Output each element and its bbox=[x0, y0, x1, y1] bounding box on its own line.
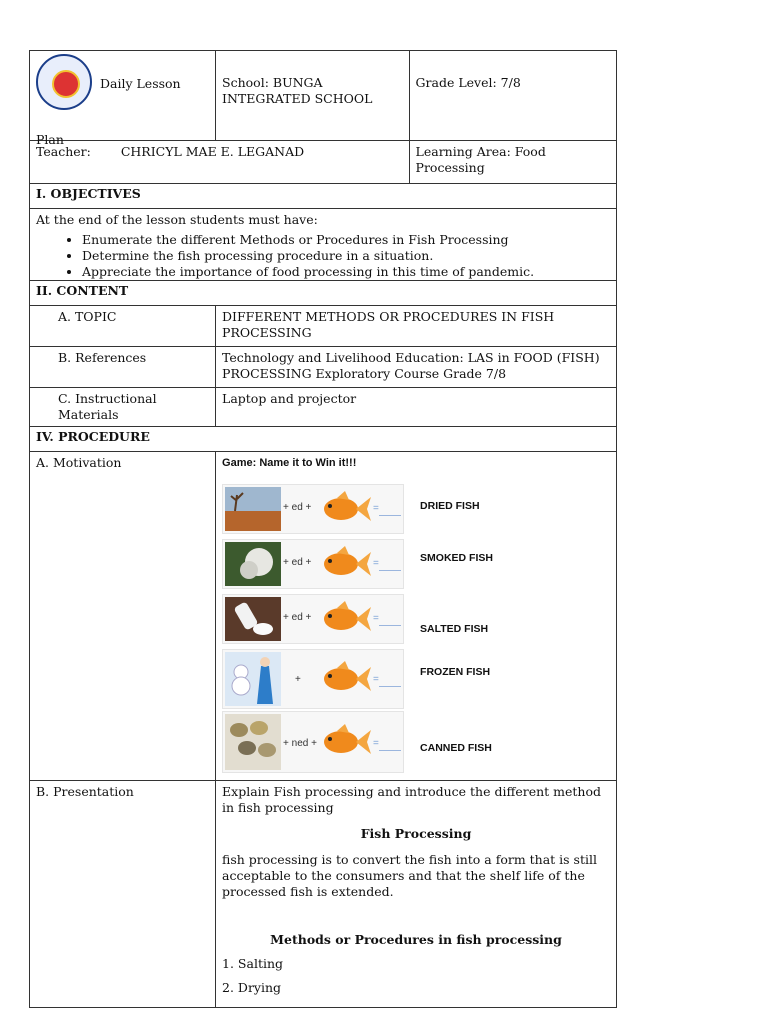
objectives-heading: I. OBJECTIVES bbox=[30, 184, 617, 209]
content-heading: II. CONTENT bbox=[30, 281, 617, 306]
answer-blank bbox=[379, 515, 401, 516]
objectives-intro: At the end of the lesson students must have: bbox=[36, 212, 318, 227]
presentation-row bbox=[30, 781, 617, 1008]
objectives-list bbox=[36, 232, 610, 280]
goldfish-icon bbox=[317, 659, 373, 699]
salt-picture bbox=[225, 597, 281, 641]
equals-sign: = bbox=[373, 503, 379, 514]
smoke-picture bbox=[225, 542, 281, 586]
connector-text: + ed + bbox=[283, 502, 312, 513]
objectives-row bbox=[30, 209, 617, 281]
references-row bbox=[30, 347, 617, 388]
answer-blank bbox=[379, 570, 401, 571]
materials-row bbox=[30, 388, 617, 427]
teacher-name: CHRICYL MAE E. LEGANAD bbox=[120, 144, 305, 159]
materials-label: C. Instructional Materials bbox=[30, 388, 216, 427]
content-heading-row bbox=[30, 281, 617, 306]
equals-sign: = bbox=[373, 674, 379, 685]
goldfish-icon bbox=[317, 489, 373, 529]
deped-seal-icon bbox=[36, 54, 92, 110]
answer-blank bbox=[379, 686, 401, 687]
answer-frozen: FROZEN FISH bbox=[420, 666, 491, 678]
method-item: 2. Drying bbox=[222, 980, 282, 995]
game-row-canned bbox=[222, 708, 610, 772]
plan-title: Daily Lesson Plan bbox=[36, 76, 181, 147]
connector-text: + ed + bbox=[283, 557, 312, 568]
puzzle-strip bbox=[222, 594, 404, 644]
plan-title-cell bbox=[30, 51, 216, 147]
references-label: B. References bbox=[30, 347, 216, 388]
game-row-dried bbox=[222, 481, 610, 536]
topic-row bbox=[30, 306, 617, 347]
learning-area-cell bbox=[409, 141, 616, 184]
teacher-label: Teacher: bbox=[36, 144, 91, 159]
connector-text: + bbox=[295, 674, 301, 685]
fish-processing-definition: fish processing is to convert the fish into a form that is still acceptable to the consumers and that the shelf life of the processed fish is extended. bbox=[222, 852, 597, 899]
motivation-label: A. Motivation bbox=[30, 452, 216, 781]
learning-area: Learning Area: Food Processing bbox=[415, 144, 546, 175]
frozen-characters-picture bbox=[225, 652, 281, 706]
presentation-intro: Explain Fish processing and introduce the different method in fish processing bbox=[222, 784, 602, 815]
motivation-row bbox=[30, 452, 617, 781]
game-title: Game: Name it to Win it!!! bbox=[222, 457, 357, 469]
puzzle-strip bbox=[222, 484, 404, 534]
puzzle-strip bbox=[222, 539, 404, 589]
goldfish-icon bbox=[317, 599, 373, 639]
dry-land-picture bbox=[225, 487, 281, 531]
materials-value: Laptop and projector bbox=[216, 388, 617, 427]
grade-level: Grade Level: 7/8 bbox=[415, 75, 521, 90]
answer-blank bbox=[379, 750, 401, 751]
objective-item: • Enumerate the different Methods or Procedures in Fish Processing bbox=[82, 232, 610, 248]
procedure-heading: IV. PROCEDURE bbox=[30, 427, 617, 452]
fish-processing-title: Fish Processing bbox=[360, 826, 472, 841]
motivation-cell bbox=[216, 452, 617, 781]
presentation-cell bbox=[216, 781, 617, 1008]
topic-value: DIFFERENT METHODS OR PROCEDURES IN FISH PROCESSING bbox=[216, 306, 617, 347]
equals-sign: = bbox=[373, 738, 379, 749]
lesson-plan-table bbox=[29, 50, 617, 1008]
answer-dried: DRIED FISH bbox=[420, 500, 480, 512]
objective-item: • Appreciate the importance of food processing in this time of pandemic. bbox=[82, 264, 610, 280]
answer-canned: CANNED FISH bbox=[420, 742, 492, 754]
cans-picture bbox=[225, 714, 281, 770]
goldfish-icon bbox=[317, 722, 373, 762]
game-row-smoked bbox=[222, 536, 610, 591]
connector-text: + ed + bbox=[283, 612, 312, 623]
equals-sign: = bbox=[373, 558, 379, 569]
objective-item: • Determine the fish processing procedure in a situation. bbox=[82, 248, 610, 264]
objectives-heading-row bbox=[30, 184, 617, 209]
answer-salted: SALTED FISH bbox=[420, 623, 489, 635]
topic-label: A. TOPIC bbox=[30, 306, 216, 347]
game-row-frozen bbox=[222, 646, 610, 708]
presentation-label: B. Presentation bbox=[30, 781, 216, 1008]
answer-smoked: SMOKED FISH bbox=[420, 552, 493, 564]
school-cell bbox=[216, 51, 410, 141]
teacher-cell bbox=[30, 141, 410, 184]
game-row-salted bbox=[222, 591, 610, 646]
method-item: 1. Salting bbox=[222, 956, 284, 971]
puzzle-strip bbox=[222, 711, 404, 773]
methods-title: Methods or Procedures in fish processing bbox=[270, 932, 562, 947]
connector-text: + ned + bbox=[283, 738, 317, 749]
grade-cell bbox=[409, 51, 616, 141]
header-row bbox=[30, 51, 617, 141]
references-value: Technology and Livelihood Education: LAS in FOOD (FISH) PROCESSING Exploratory Course Grade 7/8 bbox=[216, 347, 617, 388]
objectives-cell bbox=[30, 209, 617, 281]
procedure-heading-row bbox=[30, 427, 617, 452]
teacher-row bbox=[30, 141, 617, 184]
puzzle-strip bbox=[222, 649, 404, 709]
school-name: School: BUNGA INTEGRATED SCHOOL bbox=[222, 75, 373, 106]
goldfish-icon bbox=[317, 544, 373, 584]
answer-blank bbox=[379, 625, 401, 626]
equals-sign: = bbox=[373, 613, 379, 624]
